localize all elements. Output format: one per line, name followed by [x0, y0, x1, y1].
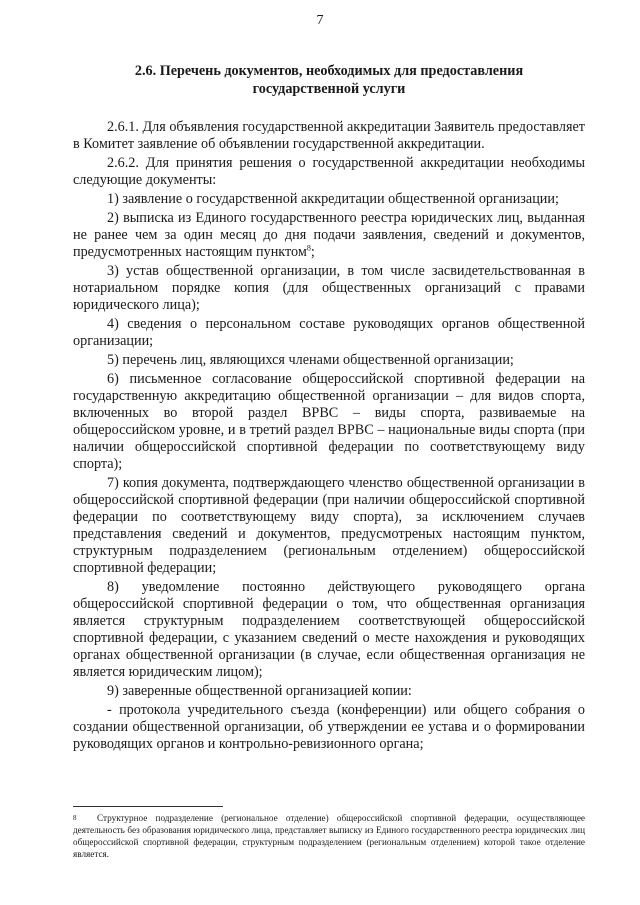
- list-item-7: 7) копия документа, подтверждающего членство общественной организации в общероссийской спортивной федерации (при наличии общероссийской спортивной федерации по соответствующему виду спорта), за исключением случаев представления сведений и документов, предусмотреных настоящим пунктом, структурным подразделением (региональным отделением) общероссийской спортивной федерации;: [73, 475, 585, 576]
- footnote-reference[interactable]: 8: [306, 243, 311, 253]
- list-item-9-sub-1: - протокола учредительного съезда (конференции) или общего собрания о создании общественной организации, об утверждении ее устава и о формировании руководящих органов и контрольно-ревизионного органа;: [73, 702, 585, 752]
- list-item-6: 6) письменное согласование общероссийской спортивной федерации на государственную аккредитацию общественной организации – для видов спорта, включенных во второй раздел ВРВС – виды спорта, развиваемые на общероссийском уровне, и в третий раздел ВРВС – национальные виды спорта (при наличии общероссийской спортивной федерации по соответствующему виду спорта);: [73, 371, 585, 472]
- footnote-separator: [73, 806, 223, 807]
- section-title: [73, 62, 585, 98]
- list-item-4: 4) сведения о персональном составе руководящих органов общественной организации;: [73, 316, 585, 349]
- footnote-mark: 8: [73, 814, 77, 822]
- section-title-line-2: государственной услуги: [252, 81, 406, 97]
- paragraph-2-6-2: 2.6.2. Для принятия решения о государственной аккредитации необходимы следующие документы:: [73, 155, 585, 188]
- list-item-2: [73, 210, 585, 261]
- footnote: [73, 812, 585, 860]
- list-item-3: 3) устав общественной организации, в том числе засвидетельствованная в нотариальном порядке копия (для общественных организаций с правами юридического лица);: [73, 263, 585, 313]
- page-content: [73, 62, 585, 755]
- section-title-line-1: 2.6. Перечень документов, необходимых для предоставления: [134, 63, 524, 79]
- list-item-8: 8) уведомление постоянно действующего руководящего органа общероссийской спортивной федерации о том, что общественная организация является структурным подразделением соответствующей общероссийской спортивной федерации, с указанием сведений о месте нахождения и руководящих органах общественной организации (в случае, если общественная организация не является юридическим лицом);: [73, 579, 585, 680]
- list-item-2-suffix: ;: [310, 244, 315, 260]
- list-item-1: 1) заявление о государственной аккредитации общественной организации;: [107, 191, 559, 207]
- paragraph-2-6-1: 2.6.1. Для объявления государственной аккредитации Заявитель предоставляет в Комитет заявление об объявлении государственной аккредитации.: [73, 119, 585, 152]
- page-number: 7: [316, 13, 324, 28]
- list-item-2-text: 2) выписка из Единого государственного реестра юридических лиц, выданная не ранее чем за один месяц до дня подачи заявления, сведений и документов, предусмотренных настоящим пунктом: [73, 210, 585, 260]
- footnote-text: Структурное подразделение (региональное отделение) общероссийской спортивной федерации, осуществляющее деятельность без образования юридического лица, представляет выписку из Единого государственного реестра юридических лиц общероссийской спортивной федерации, структурным подразделением (региональным отделением) которой такое отделение является.: [73, 813, 585, 859]
- list-item-9: 9) заверенные общественной организацией копии:: [107, 683, 412, 699]
- list-item-5: 5) перечень лиц, являющихся членами общественной организации;: [107, 352, 514, 368]
